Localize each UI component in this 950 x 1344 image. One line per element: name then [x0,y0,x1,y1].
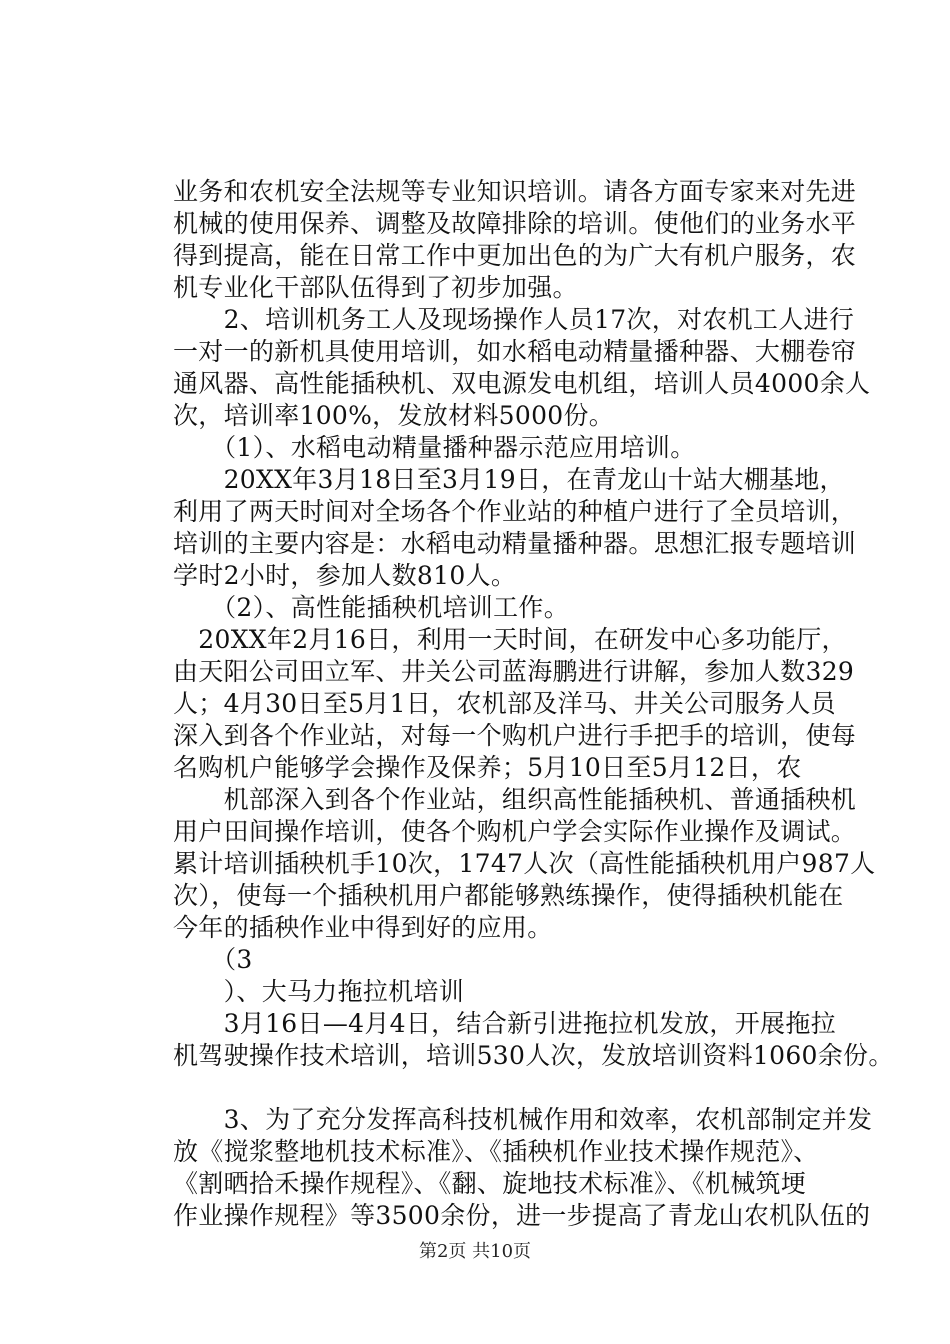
text-line: 人；4月30日至5月1日，农机部及洋马、井关公司服务人员 [173,689,836,718]
text-line: 放《搅浆整地机技术标准》、《插秧机作业技术操作规范》、 [173,1137,819,1166]
text-line: 利用了两天时间对全场各个作业站的种植户进行了全员培训， [173,497,857,526]
text-line: 20XX年2月16日，利用一天时间，在研发中心多功能厅， [173,625,847,654]
text-line: 2、培训机务工人及现场操作人员17次，对农机工人进行 [173,305,855,334]
text-line: （3 [173,945,253,974]
text-line: 由天阳公司田立军、井关公司蓝海鹏进行讲解，参加人数329 [173,657,855,686]
blank-line [173,1072,863,1104]
text-line: 得到提高，能在日常工作中更加出色的为广大有机户服务，农 [173,241,857,270]
text-line: 机部深入到各个作业站，组织高性能插秧机、普通插秧机 [173,785,857,814]
text-line: 次，培训率100%，发放材料5000份。 [173,401,615,430]
text-line: 学时2小时，参加人数810人。 [173,561,517,590]
text-line: 今年的插秧作业中得到好的应用。 [173,913,553,942]
text-line: 20XX年3月18日至3月19日，在青龙山十站大棚基地， [173,465,845,494]
text-line: 用户田间操作培训，使各个购机户学会实际作业操作及调试。 [173,817,857,846]
text-line: 培训的主要内容是：水稻电动精量播种器。思想汇报专题培训 [173,529,857,558]
text-line: 作业操作规程》等3500余份，进一步提高了青龙山农机队伍的 [173,1201,871,1230]
page-number-footer: 第2页 共10页 [418,1241,532,1262]
document-body [173,176,894,1232]
text-line: 机械的使用保养、调整及故障排除的培训。使他们的业务水平 [173,209,857,238]
text-line: 机驾驶操作技术培训，培训530人次，发放培训资料1060余份。 [173,1041,894,1070]
text-line: 3、为了充分发挥高科技机械作用和效率，农机部制定并发 [173,1105,873,1134]
text-line: 名购机户能够学会操作及保养；5月10日至5月12日，农 [173,753,802,782]
text-line: 《割晒拾禾操作规程》、《翻、旋地技术标准》、《机械筑埂 [173,1169,807,1198]
text-line: 累计培训插秧机手10次，1747人次（高性能插秧机用户987人 [173,849,876,878]
text-line: 3月16日—4月4日，结合新引进拖拉机发放，开展拖拉 [173,1009,836,1038]
text-line: 通风器、高性能插秧机、双电源发电机组，培训人员4000余人 [173,369,871,398]
text-line: 次），使每一个插秧机用户都能够熟练操作，使得插秧机能在 [173,881,844,910]
text-line: 业务和农机安全法规等专业知识培训。请各方面专家来对先进 [173,177,857,206]
text-line: 深入到各个作业站，对每一个购机户进行手把手的培训，使每 [173,721,857,750]
text-line: 一对一的新机具使用培训，如水稻电动精量播种器、大棚卷帘 [173,337,857,366]
text-line: 机专业化干部队伍得到了初步加强。 [173,273,578,302]
text-line: ）、大马力拖拉机培训 [173,977,465,1006]
text-line: （1）、水稻电动精量播种器示范应用培训。 [173,433,696,462]
text-line: （2）、高性能插秧机培训工作。 [173,593,570,622]
